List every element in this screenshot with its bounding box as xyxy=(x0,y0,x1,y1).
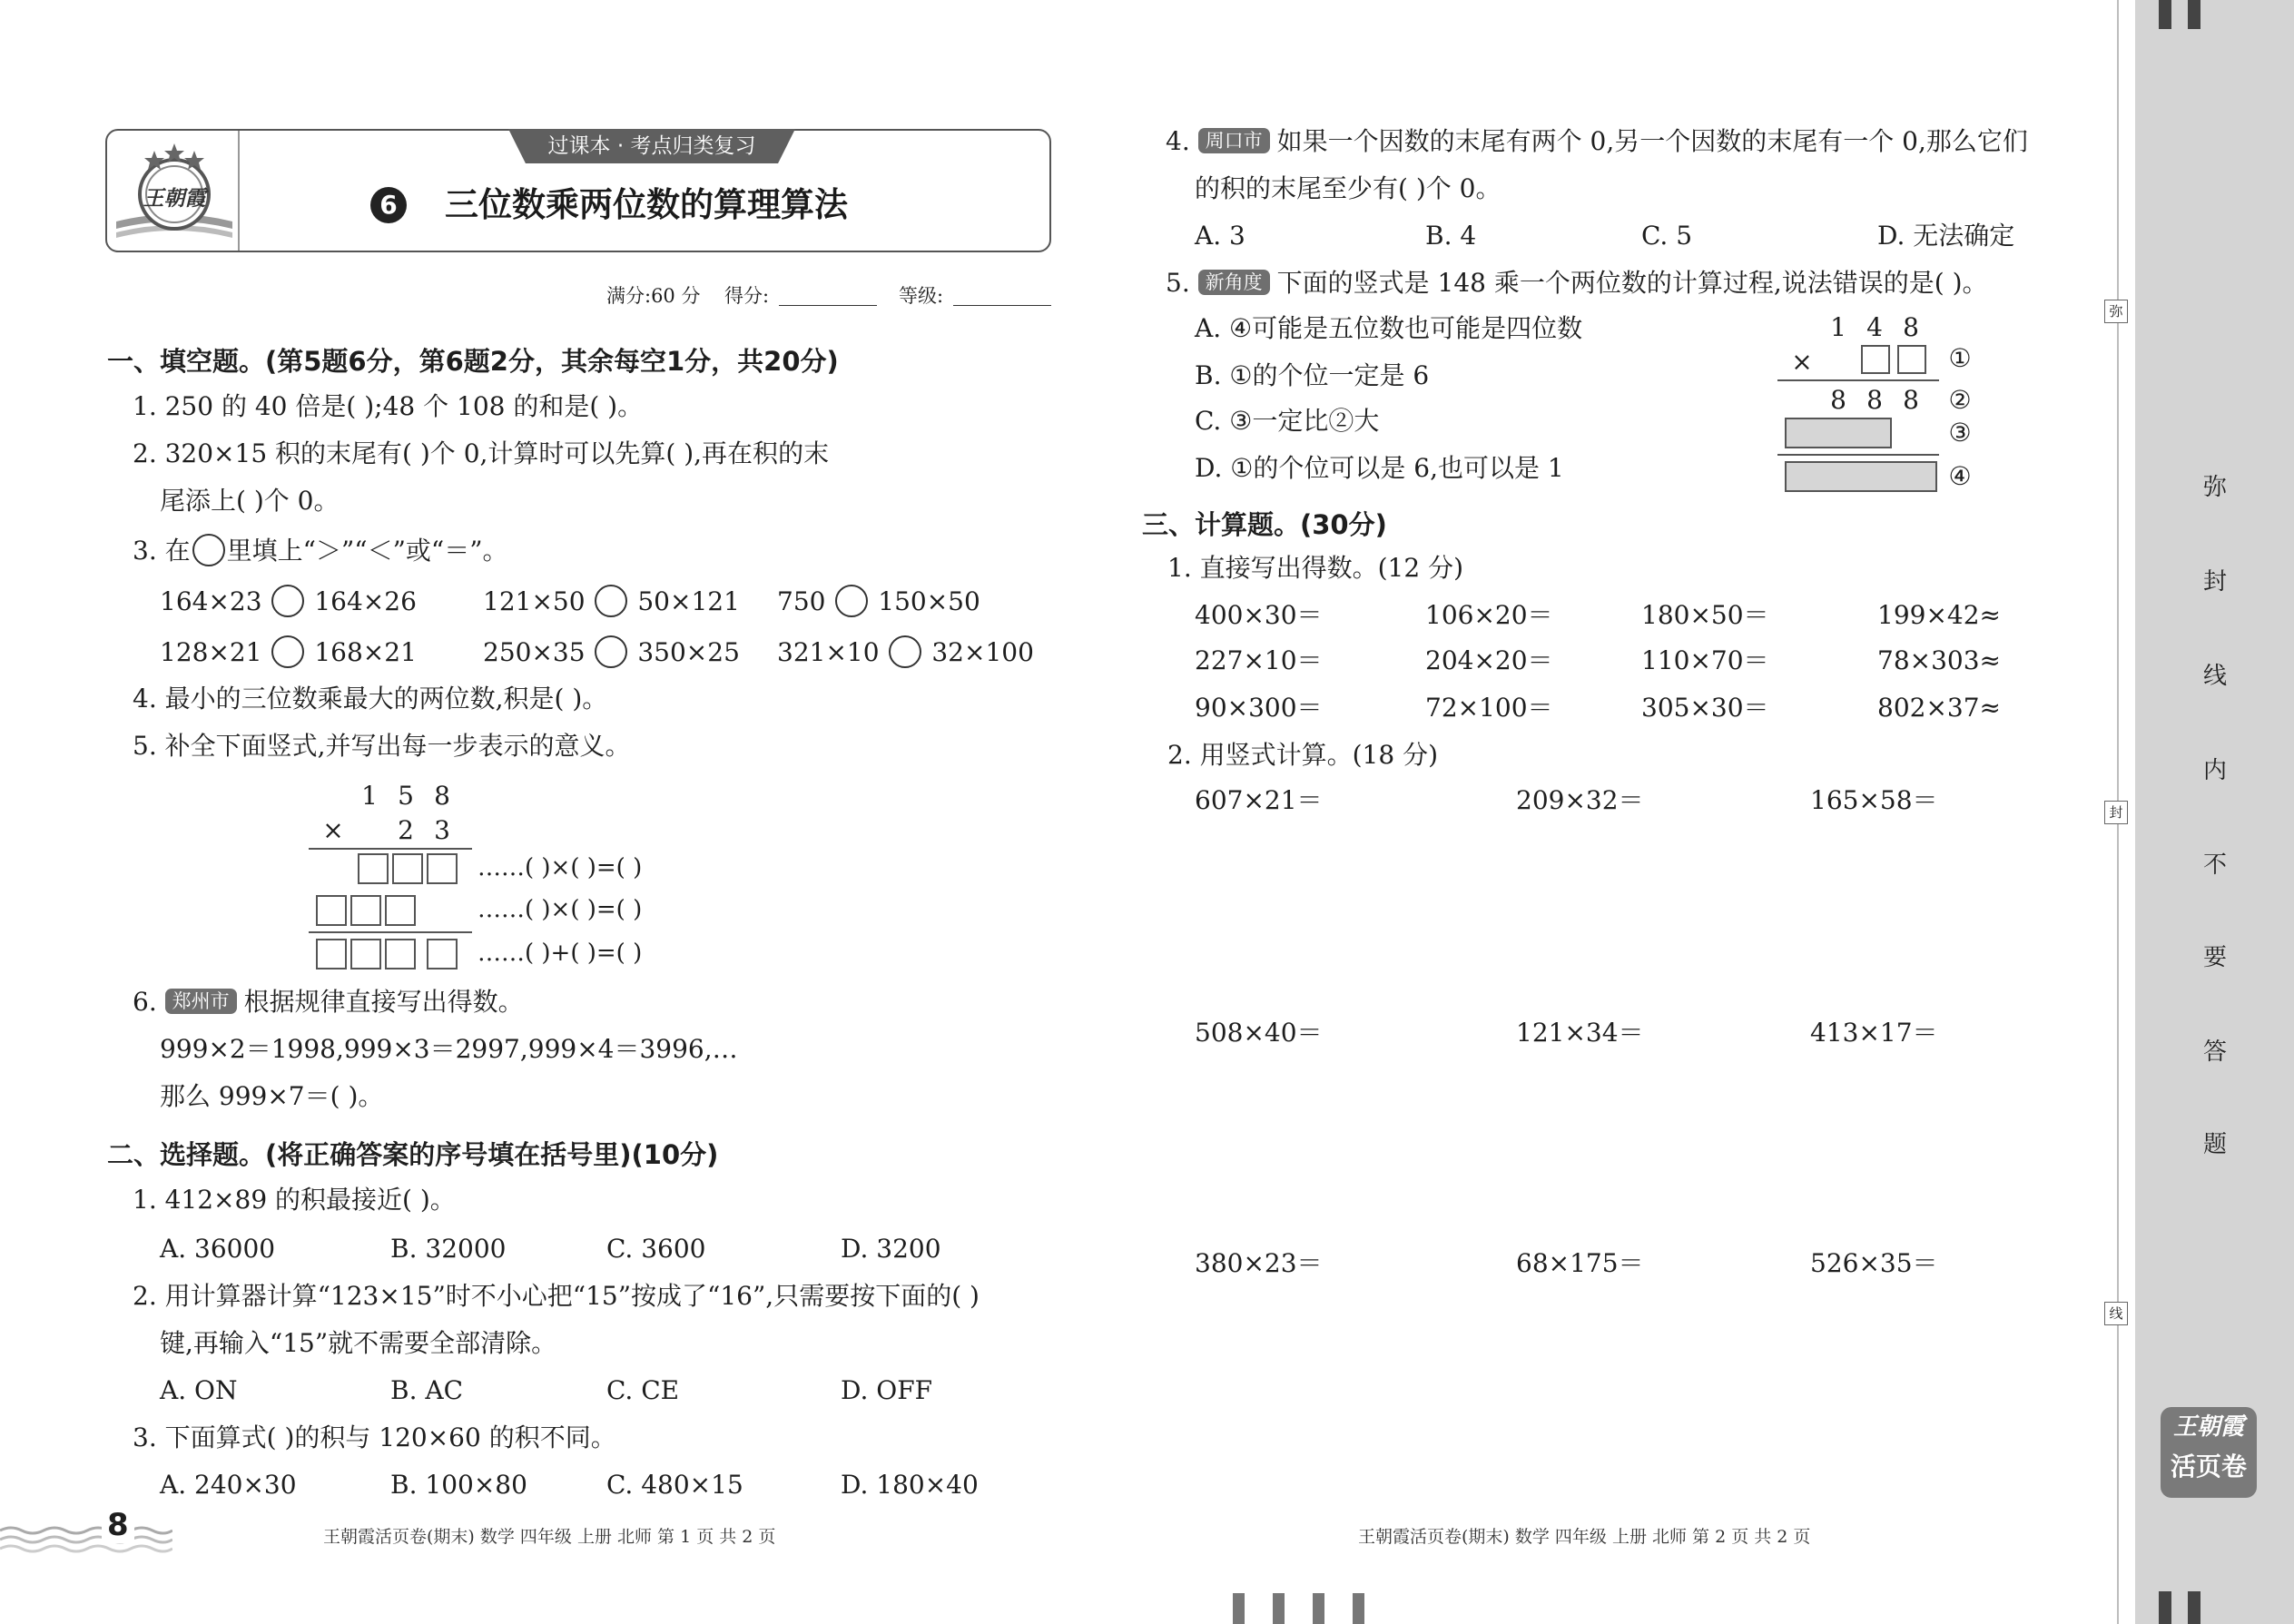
footer-left: 王朝霞活页卷(期末) 数学 四年级 上册 北师 第 1 页 共 2 页 xyxy=(323,1527,776,1547)
brand-badge xyxy=(2161,1407,2257,1498)
answer-box[interactable] xyxy=(358,853,389,884)
compare-right: 168×21 xyxy=(314,637,417,667)
s2-q2: 2. 用计算器计算“123×15”时不小心把“15”按成了“16”,只需要按下面的( ) xyxy=(133,1281,980,1311)
q5-rule xyxy=(309,931,472,933)
side-char: 答 xyxy=(2202,1038,2227,1066)
page-number-waves xyxy=(0,1518,172,1558)
s1-q1: 1. 250 的 40 倍是( );48 个 108 的和是( )。 xyxy=(133,391,644,421)
fig-top-digit: 4 xyxy=(1866,312,1883,342)
compare-left: 321×10 xyxy=(777,637,880,667)
s1-q6-answer: 那么 999×7＝( )。 xyxy=(160,1081,384,1111)
option[interactable]: B. AC xyxy=(390,1375,464,1405)
option[interactable]: A. ④可能是五位数也可能是四位数 xyxy=(1195,313,1583,343)
vertical-item[interactable]: 607×21＝ xyxy=(1195,785,1323,815)
side-char: 封 xyxy=(2202,568,2227,595)
fig-top-digit: 1 xyxy=(1830,312,1846,342)
fig-rule xyxy=(1777,454,1939,456)
fold-mark: 弥 xyxy=(2104,300,2128,323)
page-number: 8 xyxy=(102,1507,134,1543)
q5-top-digit: 1 xyxy=(361,781,378,811)
side-char: 不 xyxy=(2202,851,2227,879)
region-tag: 新角度 xyxy=(1198,270,1270,295)
fig-top-digit: 8 xyxy=(1903,312,1919,342)
fig-mark: ③ xyxy=(1948,418,1972,448)
oral-item[interactable]: 227×10＝ xyxy=(1195,645,1323,675)
region-tag: 郑州市 xyxy=(165,989,237,1014)
binder-mark xyxy=(1353,1593,1364,1624)
footer-right: 王朝霞活页卷(期末) 数学 四年级 上册 北师 第 2 页 共 2 页 xyxy=(1358,1527,1811,1547)
fig-mid-digit: 8 xyxy=(1866,385,1883,415)
brand-sub: 活页卷 xyxy=(2170,1452,2247,1481)
compare-item[interactable] xyxy=(160,635,417,669)
fold-mark: 线 xyxy=(2104,1302,2128,1325)
s2-q5: 5. 新角度 下面的竖式是 148 乘一个两位数的计算过程,说法错误的是( )。 xyxy=(1166,268,1988,298)
answer-box[interactable] xyxy=(350,895,381,926)
binder-mark xyxy=(2159,0,2171,29)
s1-q3 xyxy=(133,534,508,567)
fig-mark: ① xyxy=(1948,343,1972,373)
q5-bottom-digit: 2 xyxy=(398,815,414,845)
q5-step-meaning: ……( )+( )=( ) xyxy=(478,940,643,967)
compare-right: 32×100 xyxy=(931,637,1034,667)
banner-text: 过课本 · 考点归类复习 xyxy=(547,134,756,158)
q5-step-meaning: ……( )×( )=( ) xyxy=(478,854,643,881)
option[interactable]: D. 180×40 xyxy=(841,1470,979,1500)
vertical-item[interactable]: 508×40＝ xyxy=(1195,1018,1323,1048)
s2-q4-cont: 的积的末尾至少有( )个 0。 xyxy=(1195,173,1501,203)
q5-multiply-sign: × xyxy=(322,815,344,845)
option[interactable]: D. 3200 xyxy=(841,1234,941,1264)
header-divider xyxy=(238,131,240,251)
binder-mark xyxy=(2159,1591,2171,1624)
side-strip xyxy=(2135,0,2294,1624)
region-tag: 周口市 xyxy=(1198,128,1270,153)
fold-mark: 封 xyxy=(2104,801,2128,824)
option[interactable]: D. OFF xyxy=(841,1375,933,1405)
q3-suffix: 里填上“＞”“＜”或“＝”。 xyxy=(226,536,508,566)
option[interactable]: D. 无法确定 xyxy=(1877,221,2015,251)
option[interactable]: D. ①的个位可以是 6,也可以是 1 xyxy=(1195,453,1564,483)
score-get-blank[interactable] xyxy=(779,305,877,306)
fig-mark: ④ xyxy=(1948,461,1972,491)
s1-q6: 6. 郑州市 根据规律直接写出得数。 xyxy=(133,987,524,1017)
q5-rule xyxy=(309,848,472,850)
fig-gray-box xyxy=(1785,418,1892,448)
side-char: 题 xyxy=(2202,1131,2227,1158)
logo-text: 王朝霞 xyxy=(143,186,206,211)
score-grade-blank[interactable] xyxy=(953,305,1051,306)
fig-box xyxy=(1897,345,1926,374)
s3-part1: 1. 直接写出得数。(12 分) xyxy=(1167,553,1463,583)
oral-item[interactable]: 802×37≈ xyxy=(1877,693,2001,723)
compare-left: 750 xyxy=(777,586,826,616)
fig-gray-box xyxy=(1785,461,1937,492)
page-title: 三位数乘两位数的算理算法 xyxy=(445,185,848,224)
oral-item[interactable]: 180×50＝ xyxy=(1641,600,1769,630)
q5-bottom-digit: 3 xyxy=(434,815,450,845)
option[interactable]: A. 240×30 xyxy=(160,1470,297,1500)
compare-left: 250×35 xyxy=(483,637,586,667)
answer-box[interactable] xyxy=(316,895,347,926)
option[interactable]: A. ON xyxy=(160,1375,238,1405)
option[interactable]: A. 3 xyxy=(1195,221,1245,251)
score-get: 得分: xyxy=(724,285,770,307)
fig-mark: ② xyxy=(1948,385,1972,415)
option[interactable]: B. 4 xyxy=(1425,221,1477,251)
answer-box[interactable] xyxy=(427,939,458,969)
s2-q2-cont: 键,再输入“15”就不需要全部清除。 xyxy=(160,1328,557,1358)
compare-item[interactable] xyxy=(160,585,417,618)
title-number: 6 xyxy=(370,187,407,223)
oral-item[interactable]: 72×100＝ xyxy=(1425,693,1553,723)
fig-multiply-sign: × xyxy=(1791,347,1813,377)
vertical-item[interactable]: 526×35＝ xyxy=(1810,1248,1938,1278)
q6-text: 根据规律直接写出得数。 xyxy=(243,987,524,1017)
compare-left: 121×50 xyxy=(483,586,586,616)
oral-item[interactable]: 199×42≈ xyxy=(1877,600,2001,630)
vertical-item[interactable]: 121×34＝ xyxy=(1516,1018,1644,1048)
compare-right: 150×50 xyxy=(878,586,980,616)
binder-mark xyxy=(2188,1591,2200,1624)
oral-item[interactable]: 305×30＝ xyxy=(1641,693,1769,723)
q3-prefix: 3. 在 xyxy=(133,536,191,566)
section3-heading: 三、计算题。(30分) xyxy=(1142,509,1387,540)
binder-mark xyxy=(1233,1593,1245,1624)
score-grade: 等级: xyxy=(899,285,944,307)
fig-mid-digit: 8 xyxy=(1830,385,1846,415)
option[interactable]: C. ③一定比②大 xyxy=(1195,406,1380,436)
compare-left: 128×21 xyxy=(160,637,262,667)
vertical-item[interactable]: 165×58＝ xyxy=(1810,785,1938,815)
binder-mark xyxy=(1313,1593,1324,1624)
answer-box[interactable] xyxy=(427,853,458,884)
q5-step-meaning: ……( )×( )=( ) xyxy=(478,896,643,923)
oral-item[interactable]: 106×20＝ xyxy=(1425,600,1553,630)
fig-mid-digit: 8 xyxy=(1903,385,1919,415)
compare-item[interactable] xyxy=(777,585,980,618)
q4-text: 如果一个因数的末尾有两个 0,另一个因数的末尾有一个 0,那么它们 xyxy=(1276,126,2028,156)
q5-top-digit: 8 xyxy=(434,781,450,811)
compare-circle[interactable] xyxy=(595,635,627,668)
vertical-item[interactable]: 68×175＝ xyxy=(1516,1248,1644,1278)
option[interactable]: B. 32000 xyxy=(390,1234,507,1264)
s1-q4: 4. 最小的三位数乘最大的两位数,积是( )。 xyxy=(133,684,608,714)
oral-item[interactable]: 90×300＝ xyxy=(1195,693,1323,723)
compare-circle[interactable] xyxy=(835,585,868,617)
side-char: 要 xyxy=(2202,944,2227,971)
compare-right: 164×26 xyxy=(314,586,417,616)
binder-mark xyxy=(2188,0,2200,29)
section2-heading: 二、选择题。(将正确答案的序号填在括号里)(10分) xyxy=(107,1139,719,1170)
s3-part2: 2. 用竖式计算。(18 分) xyxy=(1167,740,1438,770)
score-full: 满分:60 分 xyxy=(606,285,701,307)
compare-item[interactable] xyxy=(777,635,1034,669)
option[interactable]: B. 100×80 xyxy=(390,1470,527,1500)
compare-right: 350×25 xyxy=(637,637,740,667)
s1-q5: 5. 补全下面竖式,并写出每一步表示的意义。 xyxy=(133,731,631,761)
compare-item[interactable] xyxy=(483,635,740,669)
s2-q3: 3. 下面算式( )的积与 120×60 的积不同。 xyxy=(133,1422,616,1452)
answer-box[interactable] xyxy=(392,853,423,884)
binder-mark xyxy=(1273,1593,1285,1624)
option[interactable]: C. CE xyxy=(606,1375,680,1405)
compare-right: 50×121 xyxy=(637,586,740,616)
answer-box[interactable] xyxy=(316,939,347,969)
oral-item[interactable]: 400×30＝ xyxy=(1195,600,1323,630)
side-char: 线 xyxy=(2202,663,2227,690)
side-char: 内 xyxy=(2202,757,2227,784)
s2-q1: 1. 412×89 的积最接近( )。 xyxy=(133,1185,456,1215)
vertical-item[interactable]: 413×17＝ xyxy=(1810,1018,1938,1048)
compare-left: 164×23 xyxy=(160,586,262,616)
q5-text: 下面的竖式是 148 乘一个两位数的计算过程,说法错误的是( )。 xyxy=(1276,268,1988,298)
side-char: 弥 xyxy=(2202,474,2227,501)
oral-item[interactable]: 204×20＝ xyxy=(1425,645,1553,675)
compare-circle xyxy=(192,534,225,566)
q5-top-digit: 5 xyxy=(398,781,414,811)
answer-box[interactable] xyxy=(350,939,381,969)
brand-name: 王朝霞 xyxy=(2172,1413,2244,1441)
compare-item[interactable] xyxy=(483,585,740,618)
s1-q6-pattern: 999×2＝1998,999×3＝2997,999×4＝3996,… xyxy=(160,1034,738,1064)
compare-circle[interactable] xyxy=(271,585,304,617)
vertical-item[interactable]: 380×23＝ xyxy=(1195,1248,1323,1278)
s1-q2-cont: 尾添上( )个 0。 xyxy=(160,486,340,516)
option[interactable]: C. 3600 xyxy=(606,1234,706,1264)
compare-circle[interactable] xyxy=(595,585,627,617)
compare-circle[interactable] xyxy=(271,635,304,668)
fig-rule xyxy=(1777,379,1939,381)
option[interactable]: A. 36000 xyxy=(160,1234,276,1264)
answer-box[interactable] xyxy=(385,939,416,969)
answer-box[interactable] xyxy=(385,895,416,926)
option[interactable]: C. 480×15 xyxy=(606,1470,743,1500)
compare-circle[interactable] xyxy=(889,635,921,668)
oral-item[interactable]: 78×303≈ xyxy=(1877,645,2001,675)
logo xyxy=(113,134,236,247)
option[interactable]: C. 5 xyxy=(1641,221,1693,251)
s1-q2: 2. 320×15 积的末尾有( )个 0,计算时可以先算( ),再在积的末 xyxy=(133,438,830,468)
oral-item[interactable]: 110×70＝ xyxy=(1641,645,1769,675)
option[interactable]: B. ①的个位一定是 6 xyxy=(1195,360,1430,390)
vertical-item[interactable]: 209×32＝ xyxy=(1516,785,1644,815)
section1-heading: 一、填空题。(第5题6分，第6题2分，其余每空1分，共20分) xyxy=(107,346,839,377)
s2-q4: 4. 周口市 如果一个因数的末尾有两个 0,另一个因数的末尾有一个 0,那么它们 xyxy=(1166,126,2028,156)
fig-box xyxy=(1861,345,1890,374)
